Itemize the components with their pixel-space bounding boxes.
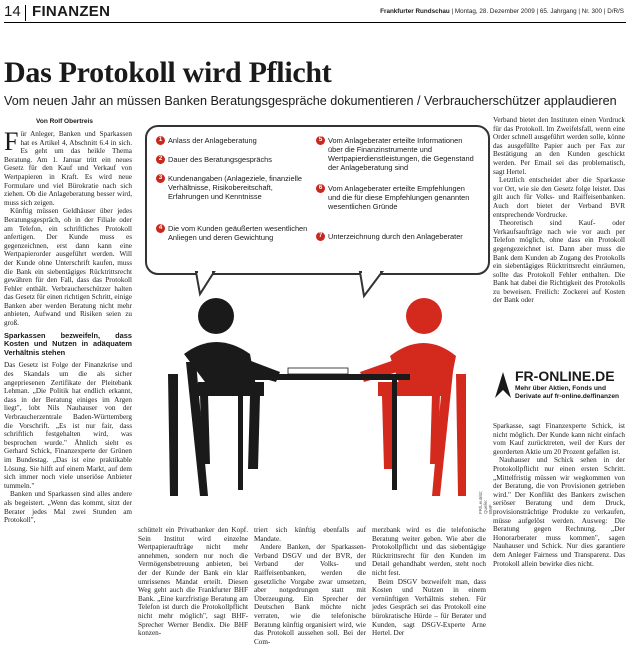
fr-online-promo[interactable] <box>493 368 625 418</box>
infographic <box>138 124 492 524</box>
paragraph <box>4 127 132 207</box>
checklist-item <box>158 136 308 145</box>
item-number: 7 <box>316 232 325 241</box>
paragraph: triert sich künftig ebenfalls auf Mandate. <box>254 526 366 543</box>
item-number: 6 <box>316 184 325 193</box>
article-title: Das Protokoll wird Pflicht <box>4 56 332 89</box>
paragraph-text: ür Anleger, Banken und Sparkassen hat es Artikel 4, Abschnitt 6.4 in sich. Es geht um das heikle Thema Beratung. Am 1. Januar tritt ein neues Gesetz für den Kauf und Verkauf von Wertpapieren in Kraft. Es wird neue Formulare und viel Bürokratie nach sich ziehen. Ob die Anlageberatung besser wird, muss sich zeigen. <box>4 130 132 207</box>
item-text: Die vom Kunden geäußerten wesentlichen Anliegen und deren Gewichtung <box>168 224 308 242</box>
column-3 <box>254 526 366 646</box>
dropcap: F <box>4 127 19 156</box>
paragraph: Künftig müssen Geldhäuser über jedes Beratungsgespräch, ob in der Filiale oder am Telefon, ein schriftliches Protokoll anfertigen. Der Kunde muss es gegenzeichnen, erst dann kann eine Wertpapierorder ausgeführt werden. Will der Kunde ohne Unterschrift kaufen, muss die Bank ein siebentägiges Rücktrittsrecht gewähren für den Fall, dass das Protokoll Fehler enthält. Verbraucherschützer halten das Gesetz für einen richtigen Schritt, einige Banken aber werden Beratung nicht mehr anbieten, Aufwand und Risiken seien zu groß. <box>4 207 132 328</box>
paragraph: Beim DSGV bezweifelt man, dass Kosten und Nutzen in einem vernünftigen Verhältnis stehen. Für jedes Gespräch sei das Protokoll eine bürokratische Hürde – für Berater und Kunden, sagt DSGV-Experte Arne Hertel. Der <box>372 577 486 638</box>
item-text: Vom Anlageberater erteilte Empfehlungen und die für diese Empfehlungen genannten wesentlichen Gründe <box>328 184 470 211</box>
advisor-figure <box>168 298 280 496</box>
paragraph: Nauhauser und Schick sehen in der Protokollpflicht nur einen ersten Schritt. „Mittelfristig müssen wir wegkommen von der Beratung, die von Provisionen getrieben wird." Der Konflikt des Bankers zwischen seriöser Beratung und dem Druck, provisionsträchtige Produkte zu verkaufen, müsse aufgelöst werden. Ausweg: Die Beratung gegen Rechnung. „Der Honorarberater muss kommen", sagen Nauhauser und Schick. Nur dies garantiere dem Anleger Fairness und Transparenz. Das Protokoll allein bewirke dies nicht. <box>493 456 625 568</box>
paragraph: Andere Banken, der Sparkassen-Verband DSGV und der BVR, der Verband der Volks- und Raiffeisenbanken, werden die gesetzliche Vorgabe zwar umsetzen, aber notgedrungen statt mit Überzeugung. Ein Sprecher der Deutschen Bank möchte nicht verraten, wie die telefonische Beratung künftig organisiert wird, wie das Protokoll aussehen soll. Bei der Com- <box>254 543 366 646</box>
header-divider <box>25 5 26 21</box>
checklist-item <box>318 136 478 172</box>
checklist-item <box>158 155 308 164</box>
column-1 <box>4 127 132 638</box>
graphic-credit: FR/Leutritz; Quelle: BMF <box>478 490 493 514</box>
promo-text: Mehr über Aktien, Fonds und Derivate auf fr-online.de/finanzen <box>515 385 620 400</box>
paragraph: Theoretisch sind Kauf- oder Verkaufsaufträge nach wie vor auch per Telefon möglich, ohne dass ein Protokoll gegengezeichnet ist. Dann aber muss die Bank dem Kunden ab Zugang des Protokolls ein siebentägiges Rücktrittsrecht einräumen, sollte das Protokoll Fehler enthalten. Die Bank hat dabei die Richtigkeit des Protokolls zu beweisen. Freilich: Zockerei auf Kosten der Bank oder <box>493 219 625 305</box>
promo-brand: FR-ONLINE.DE <box>515 368 615 384</box>
header-rule <box>4 22 626 23</box>
header-meta: Frankfurter Rundschau | Montag, 28. Dezember 2009 | 65. Jahrgang | Nr. 300 | D/R/S <box>380 8 624 15</box>
column-5-continued <box>493 422 625 638</box>
arrow-logo-icon <box>493 370 513 400</box>
item-number: 1 <box>156 136 165 145</box>
column-2 <box>138 526 248 638</box>
item-text: Vom Anlageberater erteilte Informationen über die Finanzinstrumente und Wertpapierdienstleistungen, die Gegenstand der Anlageberatung sind <box>328 136 474 172</box>
newspaper-name: Frankfurter Rundschau <box>380 8 450 15</box>
checklist-item <box>158 224 308 242</box>
paragraph: Sparkasse, sagt Finanzexperte Schick, ist nicht möglich. Der Kunde kann nicht einfach vom Kauf zurücktreten, weil der Kurs der georderten Aktie um 20 Prozent gefallen ist. <box>493 422 625 456</box>
item-text: Unterzeichnung durch den Anlageberater <box>328 232 463 241</box>
paragraph: Das Gesetz ist Folge der Finanzkrise und des Skandals um die als sicher angepriesenen Zertifikate der Pleitebank Lehman. „Die Politik hat endlich erkannt, dass in der Beratung einiges im Argen liegt", lobt Nils Nauhauser von der Verbraucherzentrale Baden-Württemberg die Vorschrift. „Es ist nur fair, dass schriftlich festgehalten wird, was besprochen wurde." Ähnlich sieht es Gerhard Schick, Finanzexperte der Grünen im Bundestag. „Das ist eine praktikable Lösung. Sie hilft auf einem Markt, auf dem sich immer noch viele unseriöse Anbieter tummeln." <box>4 361 132 490</box>
checklist-item <box>158 174 308 201</box>
item-text: Dauer des Beratungsgesprächs <box>168 155 272 164</box>
column-5 <box>493 116 625 366</box>
article-subtitle: Vom neuen Jahr an müssen Banken Beratungsgespräche dokumentieren / Verbraucherschützer applaudieren <box>4 94 617 108</box>
checklist-item <box>318 232 478 241</box>
checklist-item <box>318 184 478 211</box>
paragraph: Verband bietet den Instituten einen Vordruck für das Protokoll. Im Zweifelsfall, wenn eine Order schnell ausgeführt werden solle, könne das ausgefüllte Papier auch per Fax zur Bestätigung an den Kunden geschickt werden. Per Email sei das problematisch, sagt Hertel. <box>493 116 625 176</box>
paragraph: Banken und Sparkassen sind alles andere als begeistert. „Wenn das kommt, sitzt der Berater jedes Mal zwei Stunden am Protokoll", <box>4 490 132 525</box>
bubble-tail-right <box>360 272 382 296</box>
paragraph: schüttelt ein Privatbanker den Kopf. Sein Institut wird einzelne Wertpapieraufträge nicht mehr annehmen, sondern nur noch die Vermögensbetreuung anbieten, bei der der Kunde der Bank ein klar umrissenes Mandat erteilt. Diesen Weg geht auch die Frankfurter BHF Bank. „Eine kurzfristige Beratung am Telefon ist durch die Protokollpflicht nicht mehr möglich", sagt BHF-Sprecher Werner Bendix. Die BHF konzen- <box>138 526 248 638</box>
item-number: 3 <box>156 174 165 183</box>
paragraph: Letztlich entscheidet aber die Sparkasse vor Ort, wie sie den Gesetz folge leistet. Das gilt auch für Volks- und Raiffeisenbanken. Auch dort bietet der Verband BVR entsprechende Vordrucke. <box>493 176 625 219</box>
column-4 <box>372 526 486 638</box>
bubble-tail-left <box>196 272 214 294</box>
byline: Von Rolf Obertreis <box>36 118 93 125</box>
item-number: 5 <box>316 136 325 145</box>
customer-figure <box>360 298 466 496</box>
item-number: 2 <box>156 155 165 164</box>
item-number: 4 <box>156 224 165 233</box>
section-title: FINANZEN <box>32 3 111 20</box>
page-number: 14 <box>4 3 21 20</box>
paragraph: merzbank wird es die telefonische Beratung weiter geben. Wie aber die Protokollpflicht und das siebentägige Rücktrittsrecht für den Kunden im Detail gehandhabt werden, steht noch nicht fest. <box>372 526 486 577</box>
item-text: Anlass der Anlageberatung <box>168 136 257 145</box>
issue-info: Montag, 28. Dezember 2009 | 65. Jahrgang | Nr. 300 | D/R/S <box>454 8 624 15</box>
item-text: Kundenangaben (Anlageziele, finanzielle Verhältnisse, Risikobereitschaft, Erfahrungen und Kenntnisse <box>168 174 302 201</box>
subheading: Sparkassen bezweifeln, dass Kosten und Nutzen in adäquatem Verhältnis stehen <box>4 330 132 357</box>
